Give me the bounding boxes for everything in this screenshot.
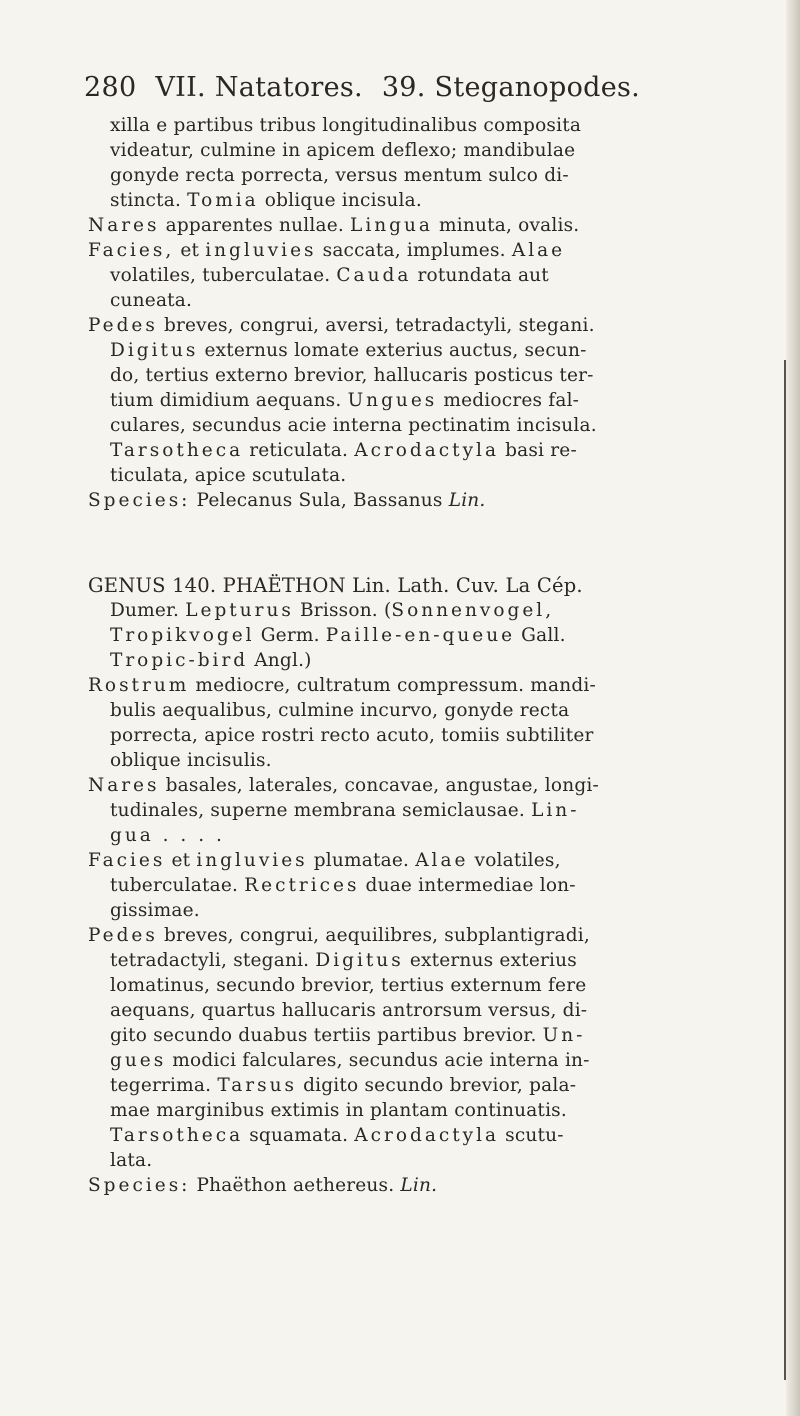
page-edge-shadow: [786, 0, 800, 1416]
term-rostrum: Rostrum: [88, 675, 190, 696]
term-tarsus: Tarsus: [217, 1075, 298, 1096]
text-line: Tarsotheca reticulata. Acrodactyla basi re-: [110, 440, 577, 461]
term-nares: Nares: [88, 775, 160, 796]
text-line: gito secundo duabus tertiis partibus brevior. Un-: [110, 1025, 586, 1046]
text-line: Facies et ingluvies plumatae. Alae volatiles,: [88, 850, 561, 871]
text-line: Tropikvogel Germ. Paille-en-queue Gall.: [110, 625, 566, 646]
text-line: tuberculatae. Rectrices duae intermediae lon-: [110, 875, 576, 896]
page-number: 280: [84, 72, 137, 103]
text-line: Dumer. Lepturus Brisson. (Sonnenvogel,: [110, 600, 555, 621]
text-line: bulis aequalibus, culmine incurvo, gonyde recta: [110, 700, 570, 721]
text-line: tetradactyli, stegani. Digitus externus exterius: [110, 950, 577, 971]
text-line: lata.: [110, 1150, 153, 1171]
text-line: Facies, et ingluvies saccata, implumes. Alae: [88, 240, 566, 261]
term-digitus: Digitus: [110, 340, 199, 361]
text-line: Rostrum mediocre, cultratum compressum. mandi-: [88, 675, 596, 696]
text-line: videatur, culmine in apicem deflexo; mandibulae: [110, 140, 576, 161]
text-line: stincta. Tomia oblique incisula.: [110, 190, 422, 211]
page-edge-line: [784, 360, 786, 1380]
text-line: mae marginibus extimis in plantam continuatis.: [110, 1100, 567, 1121]
term-lingua: Lingua: [350, 215, 433, 236]
text-line: cuneata.: [110, 290, 193, 311]
text-line: Pedes breves, congrui, aequilibres, subplantigradi,: [88, 925, 590, 946]
text-line: lomatinus, secundo brevior, tertius externum fere: [110, 975, 587, 996]
term-ingluvies: ingluvies: [205, 240, 317, 261]
order-title: VII. Natatores.: [155, 72, 363, 103]
term-facies: Facies,: [88, 240, 175, 261]
text-line: oblique incisulis.: [110, 750, 272, 771]
text-line: tudinales, superne membrana semiclausae. Lin-: [110, 800, 580, 821]
text-line: Nares basales, laterales, concavae, angustae, longi-: [88, 775, 599, 796]
term-alae: Alae: [511, 240, 566, 261]
text-line: Tarsotheca squamata. Acrodactyla scutu-: [110, 1125, 564, 1146]
text-line: Species: Phaëthon aethereus. Lin.: [88, 1175, 438, 1196]
authority-lin: Lin.: [400, 1175, 438, 1196]
text-line: porrecta, apice rostri recto acuto, tomiis subtiliter: [110, 725, 594, 746]
text-line: ticulata, apice scutulata.: [110, 465, 347, 486]
text-line: Nares apparentes nullae. Lingua minuta, ovalis.: [88, 215, 580, 236]
text-line: gonyde recta porrecta, versus mentum sulco di-: [110, 165, 569, 186]
authority-lin: Lin.: [448, 490, 486, 511]
text-line: tium dimidium aequans. Ungues mediocres fal-: [110, 390, 580, 411]
text-line: gissimae.: [110, 900, 200, 921]
text-line: Species: Pelecanus Sula, Bassanus Lin.: [88, 490, 486, 511]
term-ungues: Ungues: [347, 390, 438, 411]
running-header: [84, 72, 704, 103]
text-line: gua . . . .: [110, 825, 225, 846]
term-cauda: Cauda: [336, 265, 412, 286]
text-line: Digitus externus lomate exterius auctus, secun-: [110, 340, 587, 361]
text-line: do, tertius externo brevior, hallucaris posticus ter-: [110, 365, 594, 386]
text-line: xilla e partibus tribus longitudinalibus composita: [110, 115, 582, 136]
text-line: culares, secundus acie interna pectinatim incisula.: [110, 415, 597, 436]
text-line: Pedes breves, congrui, aversi, tetradactyli, stegani.: [88, 315, 595, 336]
text-line: aequans, quartus hallucaris antrorsum versus, di-: [110, 1000, 588, 1021]
term-species: Species:: [88, 490, 191, 511]
term-rectrices: Rectrices: [244, 875, 360, 896]
term-pedes: Pedes: [88, 315, 158, 336]
term-nares: Nares: [88, 215, 160, 236]
term-tarsotheca: Tarsotheca: [110, 440, 244, 461]
text-line: gues modici falculares, secundus acie interna in-: [110, 1050, 590, 1071]
text-line: tegerrima. Tarsus digito secundo brevior, pala-: [110, 1075, 577, 1096]
term-acrodactyla: Acrodactyla: [354, 440, 499, 461]
text-line: volatiles, tuberculatae. Cauda rotundata aut: [110, 265, 549, 286]
family-title: 39. Steganopodes.: [381, 72, 641, 103]
term-tomia: Tomia: [187, 190, 259, 211]
genus-heading: GENUS 140. PHAËTHON Lin. Lath. Cuv. La Cép.: [88, 574, 583, 597]
text-line: Tropic-bird Angl.): [110, 650, 312, 671]
